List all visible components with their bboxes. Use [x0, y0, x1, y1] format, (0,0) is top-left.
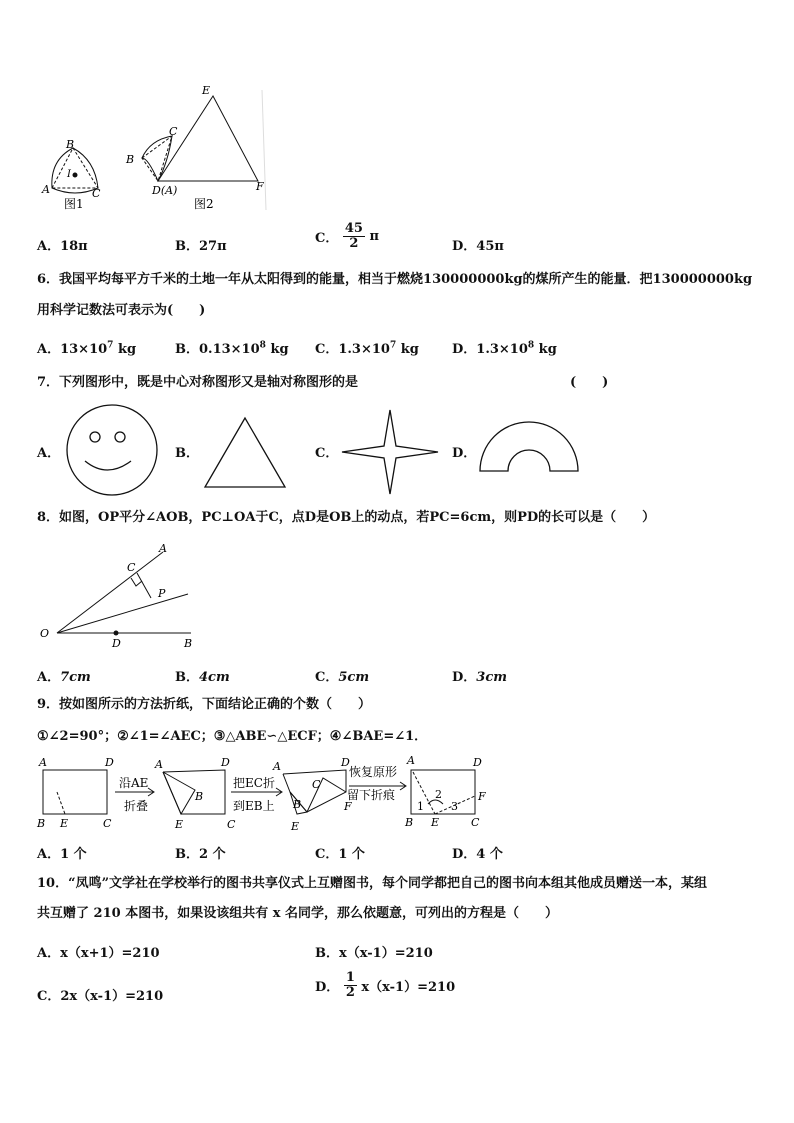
q7-stem: 7．下列图形中，既是中心对称图形又是轴对称图形的是 — [37, 375, 359, 390]
label-A: A — [159, 542, 167, 555]
q6-stem-line2: 用科学记数法可表示为( ) — [37, 303, 206, 318]
q8-option-b[interactable]: B．4cm — [175, 670, 230, 685]
fig2-label-F: F — [256, 180, 264, 193]
label-O: O — [40, 627, 50, 640]
label-P: P — [158, 587, 166, 600]
fig2-label-E: E — [202, 84, 211, 97]
svg-text:F: F — [344, 800, 352, 813]
fig1-label-B: B — [66, 138, 75, 151]
svg-text:B: B — [37, 817, 46, 830]
triangle-icon — [200, 415, 290, 490]
q9-stem: 9．按如图所示的方法折纸，下面结论正确的个数（ ） — [37, 697, 372, 712]
q5-option-d[interactable]: D．45π — [452, 239, 504, 254]
svg-text:E: E — [175, 818, 184, 831]
q8-figure — [35, 540, 205, 655]
q8-stem: 8．如图，OP平分∠AOB，PC⊥OA于C，点D是OB上的动点，若PC=6cm，则PD的长可以是（ ） — [37, 510, 656, 525]
q7-option-d[interactable]: D． — [452, 446, 477, 461]
q5-figures — [30, 80, 280, 215]
svg-text:C: C — [103, 817, 112, 830]
q6-option-c[interactable]: C．$1.3\times 10^7$ kg — [315, 340, 419, 357]
svg-text:A: A — [407, 754, 415, 767]
half-ring-icon — [478, 413, 580, 473]
svg-text:1: 1 — [417, 800, 424, 813]
svg-text:E: E — [431, 816, 440, 829]
fig1-label-A: A — [42, 183, 50, 196]
fig2-label-B: B — [126, 153, 135, 166]
label-D: D — [112, 637, 121, 650]
svg-text:A: A — [39, 756, 47, 769]
q9-option-c[interactable]: C．1 个 — [315, 847, 365, 862]
svg-text:B: B — [293, 798, 302, 811]
q7-option-a[interactable]: A． — [37, 446, 61, 461]
step2-line1: 把EC折 — [233, 776, 275, 790]
q5-option-b[interactable]: B．27π — [175, 239, 227, 254]
fig1-label-C: C — [92, 187, 101, 200]
svg-text:F: F — [478, 790, 486, 803]
q5-option-a[interactable]: A．18π — [37, 239, 88, 254]
svg-text:3: 3 — [451, 800, 458, 813]
q6-option-d[interactable]: D．$1.3\times 10^8$ kg — [452, 340, 557, 357]
step1-line2: 折叠 — [124, 799, 149, 813]
q6-stem-line1: 6．我国平均每平方千米的土地一年从太阳得到的能量，相当于燃烧130000000kg的煤所产生的能量．把130000000kg — [37, 272, 753, 287]
four-point-star-icon — [340, 408, 440, 496]
q10-stem-line1: 10．“凤鸣”文学社在学校举行的图书共享仪式上互赠图书，每个同学都把自己的图书向本组其他成员赠送一本，某组 — [37, 876, 708, 891]
svg-text:E: E — [60, 817, 69, 830]
svg-text:C: C — [312, 778, 321, 791]
svg-text:A: A — [155, 758, 163, 771]
fraction: $\frac{45}{2}$ — [344, 221, 363, 251]
svg-text:2: 2 — [435, 788, 442, 801]
q7-option-c[interactable]: C． — [315, 446, 339, 461]
q8-option-d[interactable]: D．3cm — [452, 670, 507, 685]
svg-text:C: C — [227, 818, 236, 831]
label-C: C — [127, 561, 136, 574]
fig2-caption: 图2 — [194, 197, 214, 211]
q9-option-d[interactable]: D．4 个 — [452, 847, 503, 862]
q8-option-a[interactable]: A．7cm — [37, 670, 91, 685]
svg-text:D: D — [105, 756, 114, 769]
fig1-caption: 图1 — [64, 197, 84, 211]
q10-stem-line2: 共互赠了 210 本图书，如果设该组共有 x 名同学，那么依题意，可列出的方程是（ ） — [37, 906, 558, 921]
fig2-label-C: C — [169, 125, 178, 138]
fig2-label-DA: D(A) — [152, 184, 178, 197]
svg-text:B: B — [405, 816, 414, 829]
step3-line2: 留下折痕 — [347, 788, 396, 802]
svg-text:D: D — [473, 756, 482, 769]
step1-line1: 沿AE — [119, 776, 149, 790]
q10-option-c[interactable]: C．2x（x-1）=210 — [37, 989, 164, 1004]
q6-option-a[interactable]: A．$13\times 10^7$ kg — [37, 340, 137, 357]
svg-text:E: E — [291, 820, 300, 832]
step3-line1: 恢复原形 — [349, 765, 398, 779]
q6-option-b[interactable]: B．$0.13\times 10^8$ kg — [175, 340, 289, 357]
q9-conditions: ①∠2=90°；②∠1=∠AEC；③△ABE∽△ECF；④∠BAE=∠1． — [37, 729, 428, 744]
smiley-face-icon — [65, 403, 160, 498]
fraction: $\frac{1}{2}$ — [345, 970, 355, 1000]
svg-text:D: D — [221, 756, 230, 769]
fig1-label-I: I — [67, 169, 71, 180]
svg-text:C: C — [471, 816, 480, 829]
q10-option-b[interactable]: B．x（x-1）=210 — [315, 946, 433, 961]
q7-option-b[interactable]: B． — [175, 446, 199, 461]
q9-option-b[interactable]: B．2 个 — [175, 847, 226, 862]
svg-text:A: A — [273, 760, 281, 773]
step2-line2: 到EB上 — [233, 799, 275, 813]
svg-text:B: B — [195, 790, 204, 803]
q8-option-c[interactable]: C．5cm — [315, 670, 370, 685]
q10-option-a[interactable]: A．x（x+1）=210 — [37, 946, 160, 961]
q5-option-c[interactable]: C． $\frac{45}{2}$ π — [315, 221, 380, 251]
q9-folding-figure — [35, 752, 495, 832]
q9-option-a[interactable]: A．1 个 — [37, 847, 87, 862]
q7-paren: ( ) — [570, 375, 609, 390]
label-B: B — [184, 637, 193, 650]
svg-text:D: D — [341, 756, 350, 769]
q10-option-d[interactable]: D． $\frac{1}{2}$ x（x-1）=210 — [315, 970, 456, 1000]
